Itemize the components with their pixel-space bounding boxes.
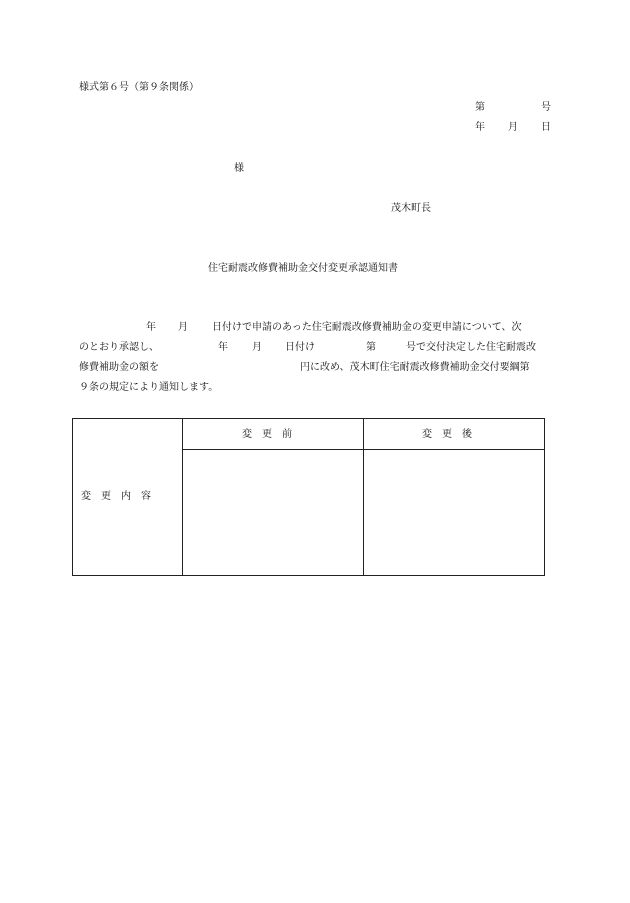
body-line1-month: 月 (178, 322, 188, 333)
before-change-value[interactable] (187, 455, 357, 571)
after-change-value[interactable] (368, 455, 538, 571)
doc-number-go: 号 (541, 102, 551, 113)
body-line2-month: 月 (252, 342, 262, 353)
table-divider-columns (363, 419, 364, 575)
body-line1-year: 年 (146, 322, 156, 333)
date-day: 日 (541, 122, 551, 133)
body-line2-dai: 第 (366, 342, 376, 353)
date-year: 年 (475, 122, 485, 133)
body-line2-text: 号で交付決定した住宅耐震改 (406, 342, 536, 353)
row-label-change-details: 変 更 内 容 (81, 491, 151, 502)
header-before-change: 変 更 前 (242, 429, 292, 440)
body-line2-dated: 日付け (285, 342, 315, 353)
body-line2-start: のとおり承認し、 (79, 342, 159, 353)
form-number: 様式第６号（第９条関係） (79, 82, 199, 93)
body-line1-text: 日付けで申請のあった住宅耐震改修費補助金の変更申請について、次 (212, 322, 522, 333)
body-line2-year: 年 (218, 342, 228, 353)
page-title: 住宅耐震改修費補助金交付変更承認通知書 (208, 263, 398, 274)
doc-number-dai: 第 (475, 102, 485, 113)
table-divider-label (182, 419, 183, 575)
body-line4: ９条の規定により通知します。 (79, 382, 219, 393)
date-month: 月 (508, 122, 518, 133)
table-header-divider (182, 449, 544, 450)
header-after-change: 変 更 後 (422, 429, 472, 440)
recipient-honorific: 様 (234, 163, 244, 174)
body-line3-start: 修費補助金の額を (79, 362, 159, 373)
sender: 茂木町長 (391, 203, 431, 214)
body-line3-text: 円に改め、茂木町住宅耐震改修費補助金交付要綱第 (300, 362, 530, 373)
change-table (72, 418, 545, 576)
